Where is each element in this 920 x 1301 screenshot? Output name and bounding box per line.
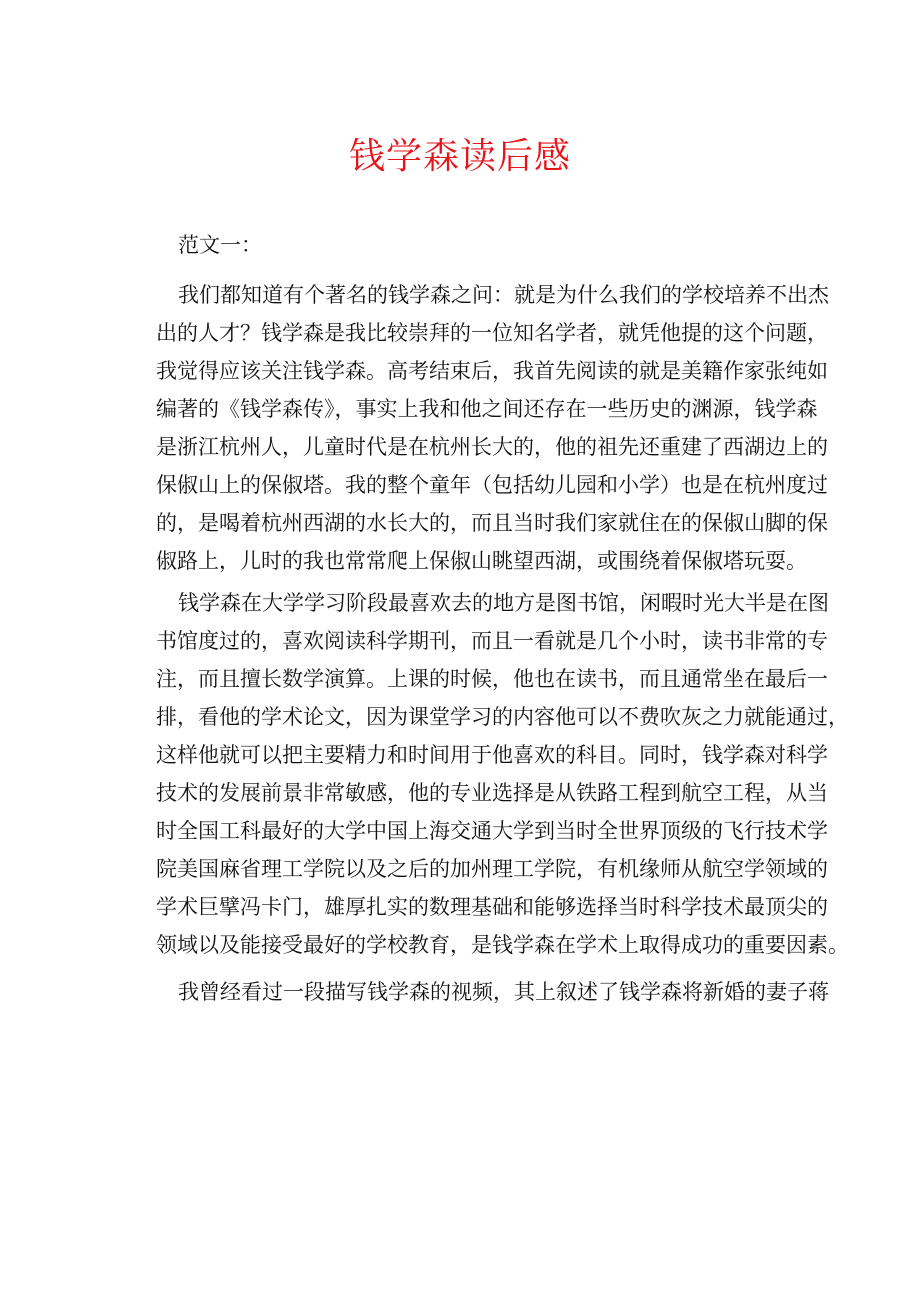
- paragraph-2: [134, 584, 849, 964]
- paragraph-line: 我曾经看过一段描写钱学森的视频，其上叙述了钱学森将新婚的妻子蒋: [178, 980, 829, 1004]
- paragraph-line: 编著的《钱学森传》，事实上我和他之间还存在一些历史的渊源，钱学森: [156, 397, 818, 421]
- section-label-paragraph: [134, 226, 794, 264]
- paragraph-line: 这样他就可以把主要精力和时间用于他喜欢的科目。同时，钱学森对科学: [156, 743, 828, 767]
- paragraph-line: 注，而且擅长数学演算。上课的时候，他也在读书，而且通常坐在最后一: [156, 667, 828, 691]
- paragraph-line: 书馆度过的，喜欢阅读科学期刊，而且一看就是几个小时，读书非常的专: [156, 629, 828, 653]
- paragraph-line: 领域以及能接受最好的学校教育，是钱学森在学术上取得成功的重要因素。: [156, 933, 849, 957]
- paragraph-line: 出的人才？钱学森是我比较崇拜的一位知名学者，就凭他提的这个问题，: [156, 321, 828, 345]
- paragraph-line: 钱学森在大学学习阶段最喜欢去的地方是图书馆，闲暇时光大半是在图: [178, 591, 829, 615]
- paragraph-line: 技术的发展前景非常敏感，他的专业选择是从铁路工程到航空工程，从当: [156, 781, 828, 805]
- section-label: 范文一：: [178, 233, 262, 257]
- paragraph-1: [134, 276, 829, 580]
- paragraph-line: 我们都知道有个著名的钱学森之问：就是为什么我们的学校培养不出杰: [178, 283, 829, 307]
- paragraph-line: 是浙江杭州人，儿童时代是在杭州长大的，他的祖先还重建了西湖边上的: [156, 435, 828, 459]
- paragraph-line: 学术巨擘冯卡门，雄厚扎实的数理基础和能够选择当时科学技术最顶尖的: [156, 895, 828, 919]
- paragraph-line: 保俶山上的保俶塔。我的整个童年（包括幼儿园和小学）也是在杭州度过: [156, 473, 828, 497]
- document-title: 钱学森读后感: [348, 136, 571, 177]
- paragraph-line: 排，看他的学术论文，因为课堂学习的内容他可以不费吹灰之力就能通过，: [156, 705, 849, 729]
- paragraph-line: 时全国工科最好的大学中国上海交通大学到当时全世界顶级的飞行技术学: [156, 819, 828, 843]
- paragraph-line: 俶路上，儿时的我也常常爬上保俶山眺望西湖，或围绕着保俶塔玩耍。: [156, 549, 807, 573]
- paragraph-3: [134, 973, 829, 1011]
- paragraph-line: 院美国麻省理工学院以及之后的加州理工学院，有机缘师从航空学领域的: [156, 857, 828, 881]
- document-body: [134, 226, 849, 1011]
- paragraph-line: 的，是喝着杭州西湖的水长大的，而且当时我们家就住在的保俶山脚的保: [156, 511, 828, 535]
- paragraph-line: 我觉得应该关注钱学森。高考结束后，我首先阅读的就是美籍作家张纯如: [156, 359, 828, 383]
